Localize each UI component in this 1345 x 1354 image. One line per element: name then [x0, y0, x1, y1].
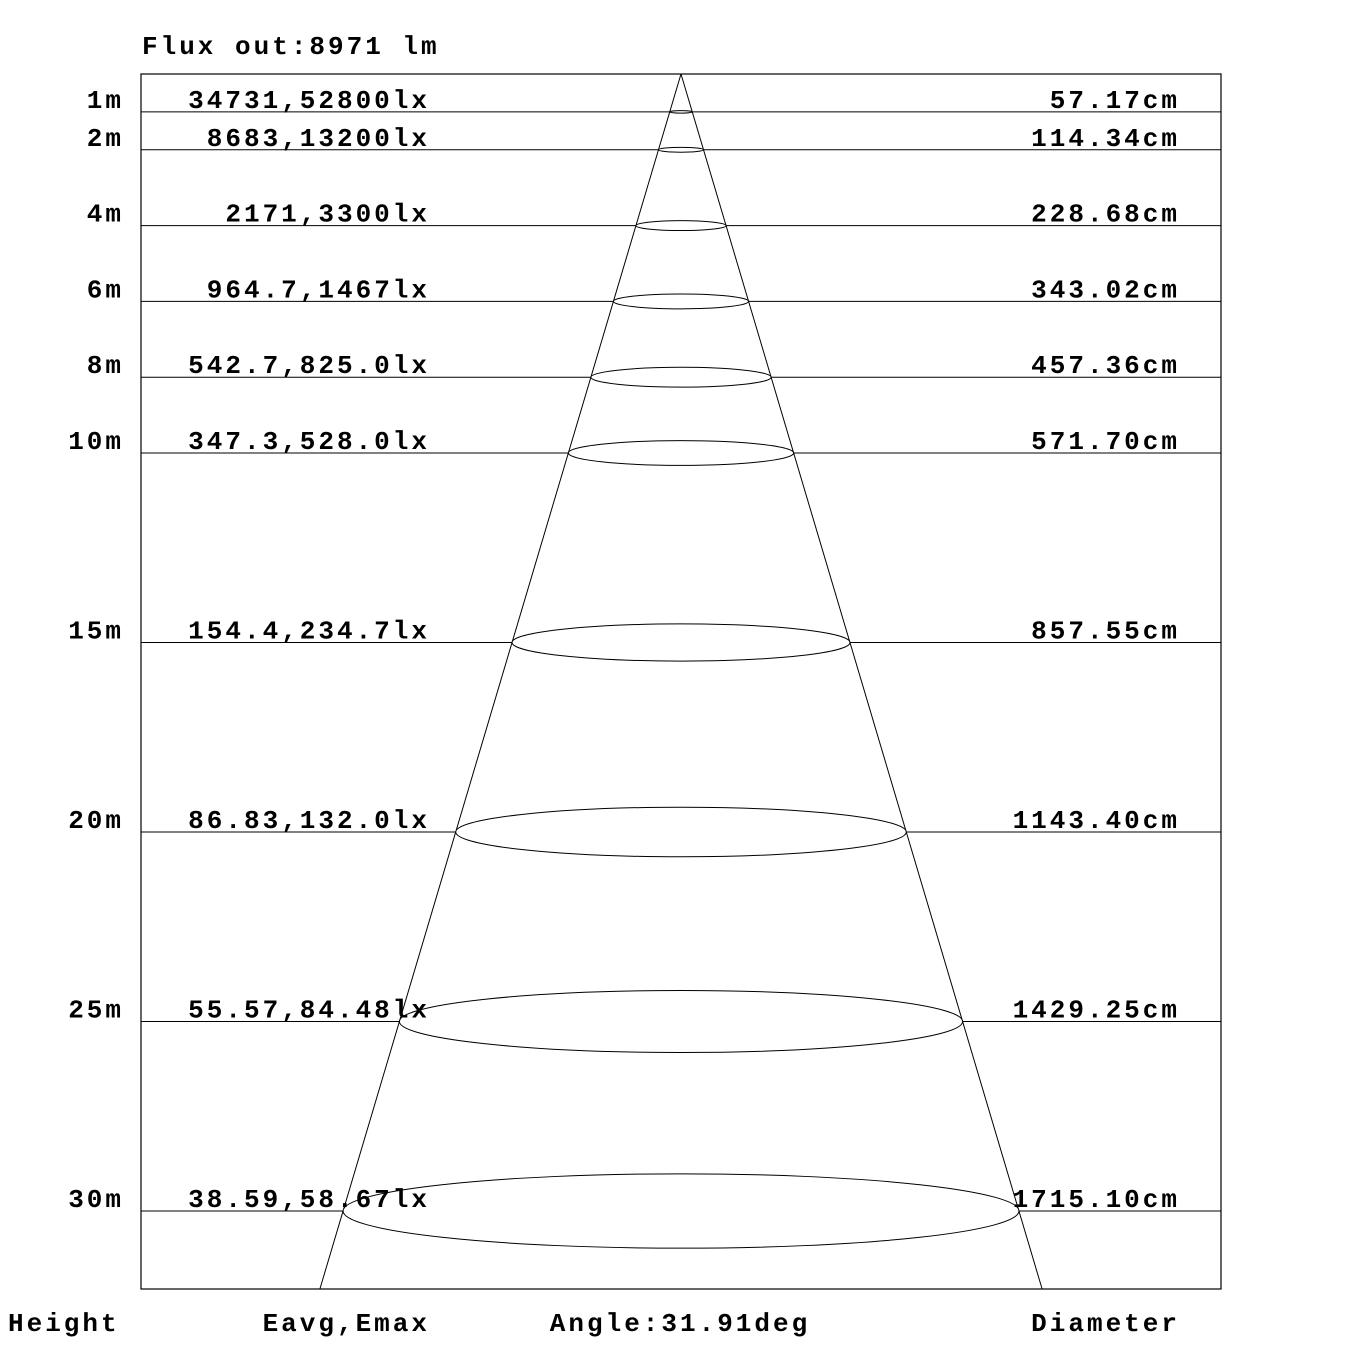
diagram-frame — [141, 74, 1221, 1289]
beam-spot-20m — [456, 807, 907, 857]
illuminance-value: 2171,3300lx — [225, 199, 430, 230]
illuminance-value: 86.83,132.0lx — [188, 806, 430, 836]
diameter-value: 343.02cm — [1031, 275, 1180, 306]
height-label: 30m — [68, 1185, 124, 1215]
diameter-value: 857.55cm — [1031, 616, 1180, 647]
height-label: 8m — [86, 351, 124, 382]
height-label: 10m — [68, 427, 124, 457]
beam-spot-2m — [658, 147, 703, 152]
diameter-value: 1715.10cm — [1012, 1185, 1180, 1215]
diameter-value: 1143.40cm — [1012, 806, 1180, 836]
illuminance-value: 34731,52800lx — [188, 85, 430, 116]
beam-angle-label: Angle:31.91deg — [549, 1309, 811, 1339]
height-column-label: Height — [8, 1309, 120, 1339]
beam-spot-6m — [613, 294, 748, 309]
beam-spot-10m — [568, 441, 793, 466]
flux-out-label: Flux out:8971 lm — [142, 32, 440, 62]
beam-spot-1m — [670, 111, 693, 113]
beam-spot-15m — [512, 624, 850, 661]
diameter-value: 457.36cm — [1031, 351, 1180, 382]
beam-spot-4m — [636, 221, 726, 231]
illuminance-value: 542.7,825.0lx — [188, 351, 430, 382]
beam-spot-30m — [343, 1174, 1019, 1248]
illuminance-column-label: Eavg,Emax — [262, 1309, 430, 1339]
diameter-value: 57.17cm — [1049, 85, 1180, 116]
illuminance-value: 55.57,84.48lx — [188, 995, 430, 1026]
distance-grid — [141, 74, 1221, 1289]
height-label: 20m — [68, 806, 124, 836]
illuminance-value: 38.59,58.67lx — [188, 1185, 430, 1215]
beam-spot-25m — [399, 991, 962, 1053]
height-label: 1m — [86, 85, 124, 116]
diameter-value: 228.68cm — [1031, 199, 1180, 230]
diameter-column-label: Diameter — [1031, 1309, 1180, 1339]
beam-edge-left — [320, 74, 681, 1289]
beam-cone — [320, 74, 1042, 1289]
height-label: 4m — [86, 199, 124, 230]
height-label: 6m — [86, 275, 124, 306]
height-label: 2m — [86, 123, 124, 154]
illuminance-value: 8683,13200lx — [206, 123, 430, 154]
height-label: 25m — [68, 995, 124, 1026]
beam-spot-8m — [591, 367, 771, 387]
illuminance-value: 347.3,528.0lx — [188, 427, 430, 457]
beam-edge-right — [681, 74, 1042, 1289]
diameter-value: 1429.25cm — [1012, 995, 1180, 1026]
illuminance-value: 964.7,1467lx — [206, 275, 430, 306]
diameter-value: 571.70cm — [1031, 427, 1180, 457]
diameter-value: 114.34cm — [1031, 123, 1180, 154]
illuminance-value: 154.4,234.7lx — [188, 616, 430, 647]
height-label: 15m — [68, 616, 124, 647]
